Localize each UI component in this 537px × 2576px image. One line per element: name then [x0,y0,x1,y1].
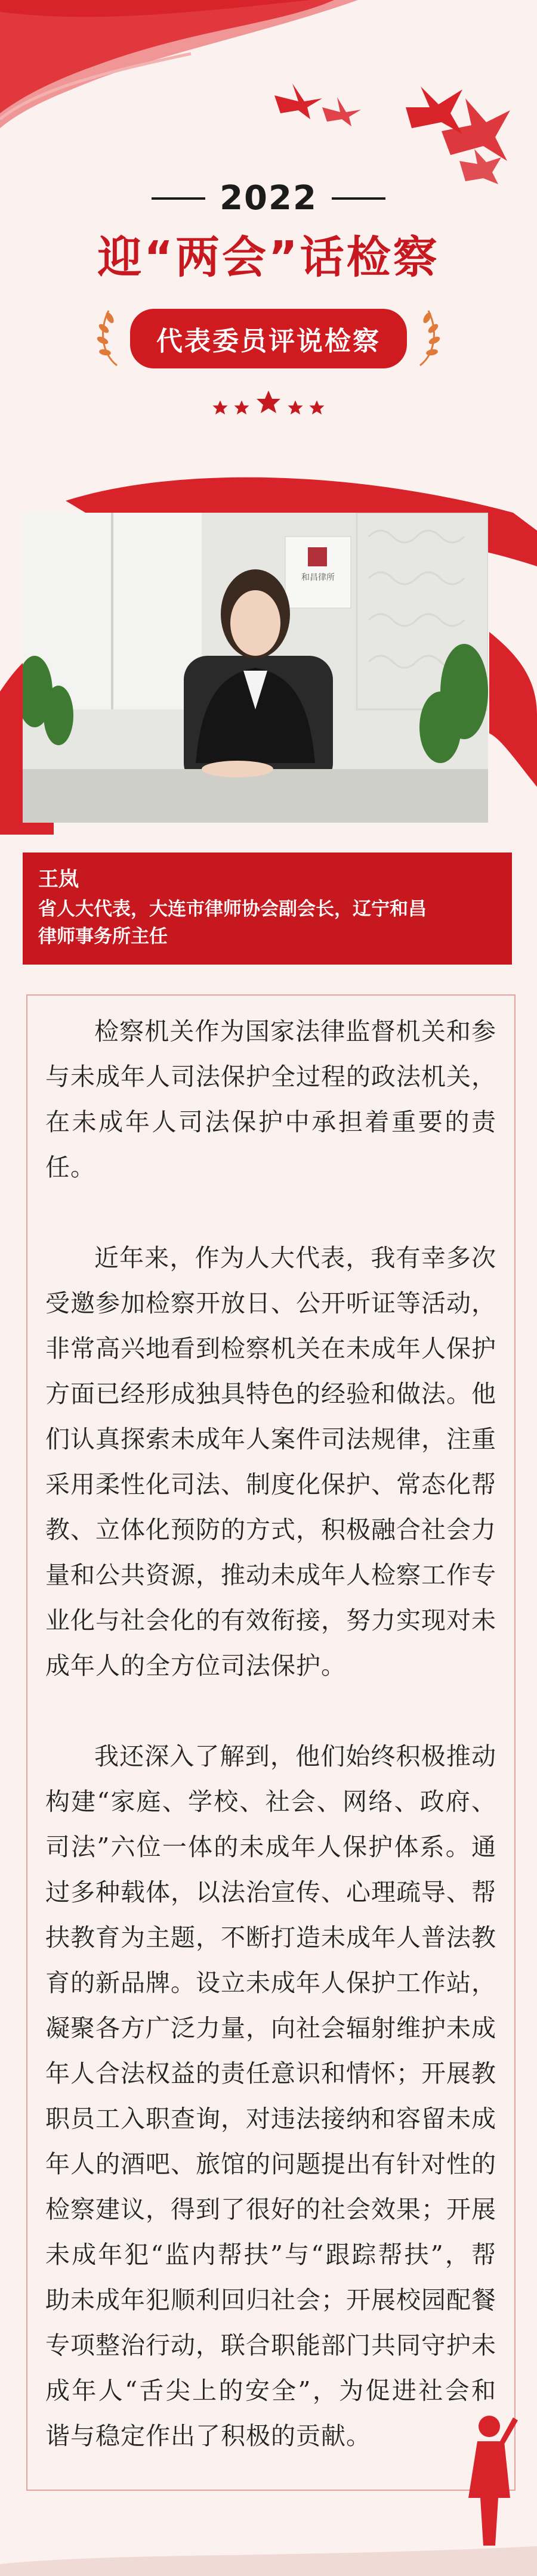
star-icon [286,399,304,417]
star-icon [233,399,251,417]
star-icon [254,388,283,417]
year-row [0,179,537,218]
office-sign: 和昌律所 [301,573,335,582]
person-caption [23,853,512,965]
caption-box [23,853,512,965]
article-paragraph: 检察机关作为国家法律监督机关和参与未成年人司法保护全过程的政法机关，在未成年人司法保护中承担着重要的责任。 [45,1017,496,1182]
stars-row [0,388,537,417]
page-title: 迎“两会”话检察 [97,232,440,283]
article-body [26,994,516,2491]
divider-right [332,197,385,200]
article-paragraph: 近年来，作为人大代表，我有幸多次受邀参加检察开放日、公开听证等活动，非常高兴地看到检察机关在未成年人保护方面已经形成独具特色的经验和做法。他们认真探索未成年人案件司法规律，注重采用柔性化司法、制度化保护、常态化帮教、立体化预防的方式，积极融合社会力量和公共资源，推动未成年人检察工作专业化与社会化的有效衔接，努力实现对未成年人的全方位司法保护。 [45,1244,496,1680]
person-role-line1: 省人大代表，大连市律师协会副会长，辽宁和昌 [38,898,427,920]
subtitle-badge: 代表委员评说检察 [130,309,407,368]
header [0,179,537,417]
portrait-illustration [23,513,488,823]
person-name: 王岚 [38,867,79,891]
star-icon [308,399,326,417]
person-role-line2: 律师事务所主任 [38,926,168,947]
divider-left [152,197,205,200]
article-paragraph: 我还深入了解到，他们始终积极推动构建“家庭、学校、社会、网络、政府、司法”六位一体的未成年人保护体系。通过多种载体，以法治宣传、心理疏导、帮扶教育为主题，不断打造未成年人普法教育的新品牌。设立未成年人保护工作站，凝聚各方广泛力量，向社会辐射维护未成年人合法权益的责任意识和情怀；开展教职员工入职查询，对违法接纳和容留未成年人的酒吧、旅馆的问题提出有针对性的检察建议，得到了很好的社会效果；开展未成年犯“监内帮扶”与“跟踪帮扶”，帮助未成年犯顺利回归社会；开展校园配餐专项整治行动，联合职能部门共同守护未成年人“舌尖上的安全”，为促进社会和谐与稳定作出了积极的贡献。 [45,1742,496,2450]
year-label: 2022 [220,179,317,218]
star-icon [211,399,229,417]
figure-decoration [453,2408,519,2552]
laurel-left-icon [95,306,122,371]
portrait-section [0,477,537,847]
bottom-ribbon-decoration [0,2540,537,2576]
laurel-right-icon [415,306,442,371]
portrait-photo [23,513,488,823]
subtitle-row [0,306,537,371]
